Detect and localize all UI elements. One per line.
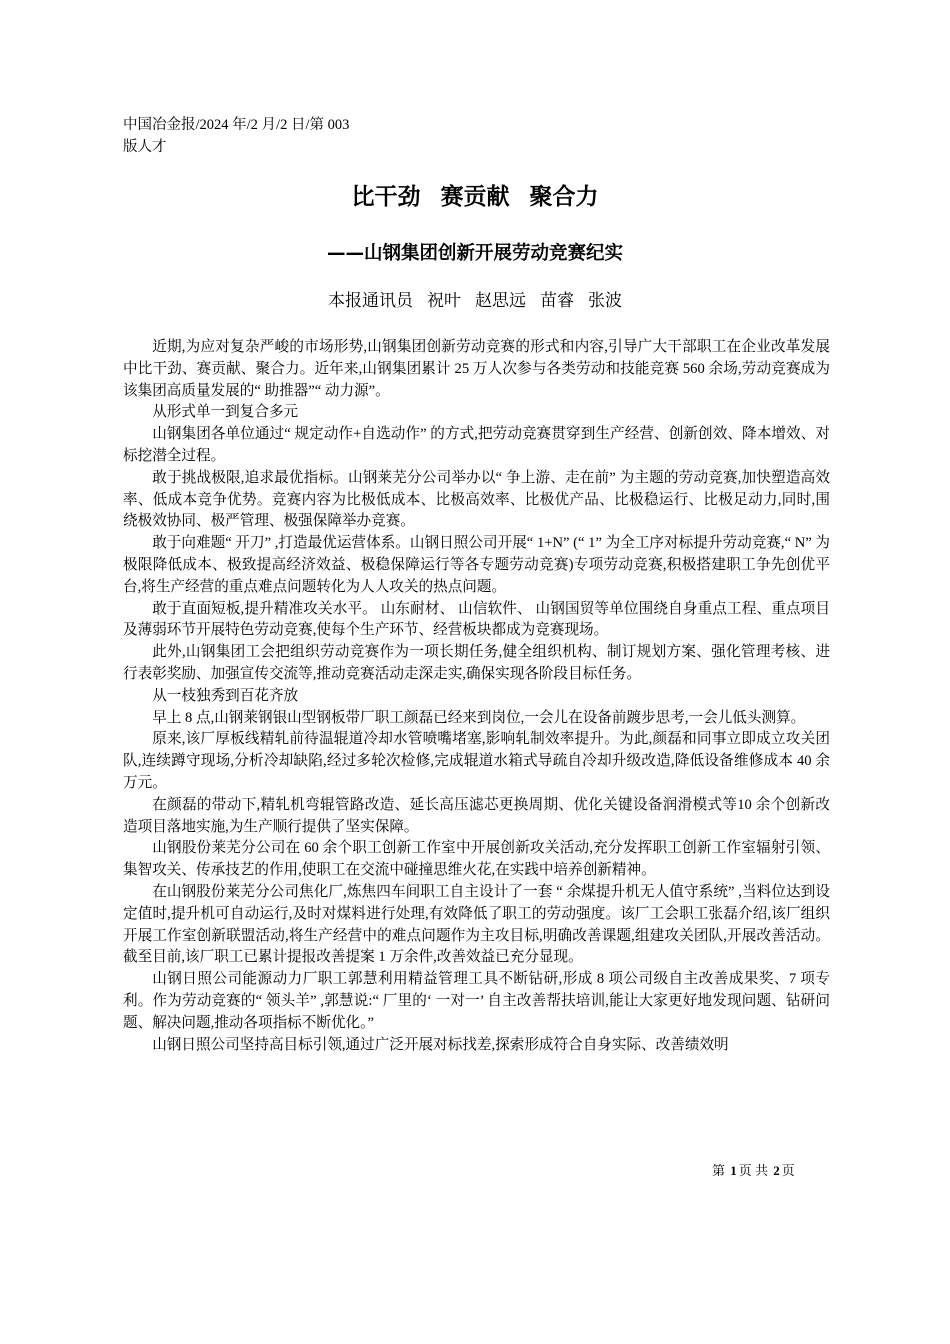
paragraph: 山钢日照公司坚持高目标引领,通过广泛开展对标找差,探索形成符合自身实际、改善绩效明 <box>152 1036 729 1053</box>
article-body <box>123 337 830 1056</box>
current-page-number: 1 <box>730 1163 737 1178</box>
paragraph: 敢于向难题“ 开刀” ,打造最优运营体系。山钢日照公司开展“ 1+N” (“ 1” 为全工序对标提升劳动竞赛,“ N” 为极限降低成本、极致提高经济效益、极稳保障运行等各专题劳动竞赛)专项劳动竞赛,积极搭建职工争先创优平台,将生产经营的重点难点问题转化为人人攻关的热点问题。 <box>123 535 830 595</box>
byline-author: 赵思远 <box>475 291 526 310</box>
byline-label: 本报通讯员 <box>328 291 413 310</box>
paragraph: 敢于直面短板,提升精准攻关水平。 山东耐材、 山信软件、 山钢国贸等单位围绕自身重点工程、重点项目及薄弱环节开展特色劳动竞赛,使每个生产环节、经营板块都成为竞赛现场。 <box>123 600 830 639</box>
paragraph: 山钢集团各单位通过“ 规定动作+自选动作” 的方式,把劳动竞赛贯穿到生产经营、创新创效、降本增效、对标挖潜全过程。 <box>123 426 830 464</box>
byline-author: 祝叶 <box>427 291 461 310</box>
byline-author: 张波 <box>588 291 622 310</box>
paragraph: 近期,为应对复杂严峻的市场形势,山钢集团创新劳动竞赛的形式和内容,引导广大干部职工在企业改革发展中比干劲、赛贡献、聚合力。近年来,山钢集团累计 25 万人次参与各类劳动和技能竞赛 560 余场,劳动竞赛成为该集团高质量发展的“ 助推器”“ 动力源”。 <box>123 339 830 399</box>
paragraph: 原来,该厂厚板线精轧前待温辊道冷却水管喷嘴堵塞,影响轧制效率提升。为此,颜磊和同事立即成立攻关团队,连续蹲守现场,分析冷却缺陷,经过多轮次检修,完成辊道水箱式导疏自冷却升级改造,降低设备维修成本 40 余万元。 <box>123 731 830 791</box>
footer-suffix: 页 <box>781 1163 795 1178</box>
total-pages-number: 2 <box>773 1163 780 1178</box>
section-heading: 从一枝独秀到百花齐放 <box>152 687 299 704</box>
footer-prefix: 第 <box>712 1163 726 1178</box>
source-line-2: 版人才 <box>123 139 167 155</box>
paragraph: 此外,山钢集团工会把组织劳动竞赛作为一项长期任务,健全组织机构、制订规划方案、强化管理考核、进行表彰奖励、加强宣传交流等,推动竞赛活动走深走实,确保实现各阶段目标任务。 <box>123 644 830 682</box>
footer-middle: 页 共 <box>738 1163 769 1178</box>
byline <box>0 287 950 315</box>
section-heading: 从形式单一到复合多元 <box>152 404 299 421</box>
article-subtitle: ——山钢集团创新开展劳动竞赛纪实 <box>326 243 623 264</box>
byline-author: 苗睿 <box>540 291 574 310</box>
article-title <box>0 180 950 214</box>
page-footer <box>712 1161 832 1181</box>
paragraph: 早上 8 点,山钢莱钢银山型钢板带厂职工颜磊已经来到岗位,一会儿在设备前踱步思考,一会儿低头测算。 <box>152 709 806 726</box>
title-part-2: 赛贡献 <box>440 184 510 210</box>
source-info <box>123 114 423 158</box>
paragraph: 山钢股份莱芜分公司在 60 余个职工创新工作室中开展创新攻关活动,充分发挥职工创新工作室辐射引领、集智攻关、传承技艺的作用,使职工在交流中碰撞思维火花,在实践中培养创新精神。 <box>123 840 830 879</box>
title-part-1: 比干劲 <box>351 184 421 210</box>
source-line-1: 中国冶金报/2024 年/2 月/2 日/第 003 <box>123 117 350 133</box>
title-part-3: 聚合力 <box>529 184 599 210</box>
paragraph: 在山钢股份莱芜分公司焦化厂,炼焦四车间职工自主设计了一套 “ 余煤提升机无人值守系统” ,当料位达到设定值时,提升机可自动运行,及时对煤料进行处理,有效降低了职工的劳动强度。该厂工会职工张磊介绍,该厂组织开展工作室创新联盟活动,将生产经营中的难点问题作为主攻目标,明确改善课题,组建攻关团队,开展改善活动。截至目前,该厂职工已累计提报改善提案 1 万余件,改善效益已充分显现。 <box>123 883 830 966</box>
paragraph: 山钢日照公司能源动力厂职工郭慧利用精益管理工具不断钻研,形成 8 项公司级自主改善成果奖、7 项专利。作为劳动竞赛的“ 领头羊” ,郭慧说:“ 厂里的‘ 一对一’ 自主改善帮扶培训,能让大家更好地发现问题、钻研问题、解决问题,推动各项指标不断优化。” <box>123 971 830 1031</box>
paragraph: 在颜磊的带动下,精轧机弯辊管路改造、延长高压滤芯更换周期、优化关键设备润滑模式等10 余个创新改造项目落地实施,为生产顺行提供了坚实保障。 <box>123 796 830 835</box>
paragraph: 敢于挑战极限,追求最优指标。山钢莱芜分公司举办以“ 争上游、走在前” 为主题的劳动竞赛,加快塑造高效率、低成本竞争优势。竞赛内容为比极低成本、比极高效率、比极优产品、比极稳运行、比极足动力,同时,围绕极效协同、极严管理、极强保障举办竞赛。 <box>123 469 830 530</box>
